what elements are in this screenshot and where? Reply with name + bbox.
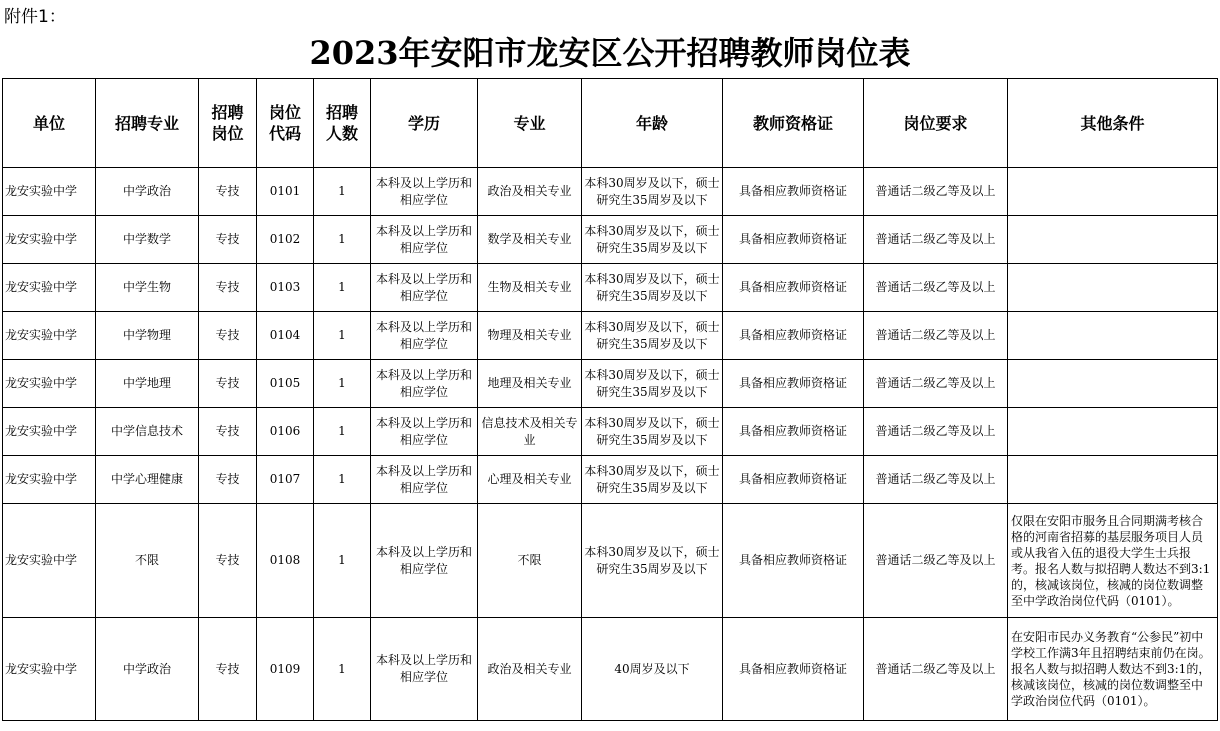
cell-unit: 龙安实验中学: [3, 264, 96, 312]
cell-unit: 龙安实验中学: [3, 360, 96, 408]
header-code-line2: 代码: [268, 124, 301, 143]
cell-code: 0109: [257, 618, 314, 721]
cell-code: 0104: [257, 312, 314, 360]
header-post-line1: 招聘: [211, 103, 244, 122]
cell-other: 仅限在安阳市服务且合同期满考核合格的河南省招募的基层服务项目人员或从我省入伍的退役大学生士兵报考。报名人数与拟招聘人数达不到3:1的，核减该岗位，核减的岗位数调整至中学政治岗位代码（0101）。: [1008, 504, 1218, 618]
cell-age: 本科30周岁及以下，硕士研究生35周岁及以下: [582, 360, 723, 408]
cell-post: 专技: [199, 216, 257, 264]
cell-unit: 龙安实验中学: [3, 216, 96, 264]
header-other: 其他条件: [1008, 79, 1218, 168]
cell-requirement: 普通话二级乙等及以上: [864, 456, 1008, 504]
cell-other: [1008, 216, 1218, 264]
cell-requirement: 普通话二级乙等及以上: [864, 312, 1008, 360]
cell-code: 0103: [257, 264, 314, 312]
cell-other: [1008, 408, 1218, 456]
cell-requirement: 普通话二级乙等及以上: [864, 168, 1008, 216]
cell-post: 专技: [199, 360, 257, 408]
cell-specialty: 心理及相关专业: [478, 456, 582, 504]
cell-unit: 龙安实验中学: [3, 504, 96, 618]
header-count: [314, 79, 371, 168]
cell-education: 本科及以上学历和相应学位: [371, 408, 478, 456]
cell-specialty: 信息技术及相关专业: [478, 408, 582, 456]
cell-major: 中学政治: [96, 168, 199, 216]
cell-unit: 龙安实验中学: [3, 408, 96, 456]
cell-specialty: 政治及相关专业: [478, 168, 582, 216]
table-row: [3, 216, 1218, 264]
cell-code: 0108: [257, 504, 314, 618]
header-specialty: 专业: [478, 79, 582, 168]
cell-certificate: 具备相应教师资格证: [723, 618, 864, 721]
cell-count: 1: [314, 216, 371, 264]
header-requirement: 岗位要求: [864, 79, 1008, 168]
cell-major: 中学政治: [96, 618, 199, 721]
cell-post: 专技: [199, 456, 257, 504]
header-certificate: 教师资格证: [723, 79, 864, 168]
cell-education: 本科及以上学历和相应学位: [371, 360, 478, 408]
cell-other: 在安阳市民办义务教育“公参民”初中学校工作满3年且招聘结束前仍在岗。报名人数与拟招聘人数达不到3:1的，核减该岗位，核减的岗位数调整至中学政治岗位代码（0101）。: [1008, 618, 1218, 721]
cell-education: 本科及以上学历和相应学位: [371, 312, 478, 360]
cell-count: 1: [314, 168, 371, 216]
cell-specialty: 数学及相关专业: [478, 216, 582, 264]
cell-certificate: 具备相应教师资格证: [723, 360, 864, 408]
cell-code: 0106: [257, 408, 314, 456]
cell-count: 1: [314, 264, 371, 312]
cell-age: 本科30周岁及以下，硕士研究生35周岁及以下: [582, 216, 723, 264]
cell-unit: 龙安实验中学: [3, 456, 96, 504]
header-major: 招聘专业: [96, 79, 199, 168]
cell-unit: 龙安实验中学: [3, 618, 96, 721]
cell-post: 专技: [199, 168, 257, 216]
cell-major: 不限: [96, 504, 199, 618]
cell-age: 本科30周岁及以下，硕士研究生35周岁及以下: [582, 456, 723, 504]
recruitment-table: [2, 78, 1218, 721]
cell-age: 本科30周岁及以下，硕士研究生35周岁及以下: [582, 168, 723, 216]
table-row: [3, 360, 1218, 408]
table-row: [3, 264, 1218, 312]
cell-major: 中学生物: [96, 264, 199, 312]
header-post-line2: 岗位: [211, 124, 244, 143]
cell-certificate: 具备相应教师资格证: [723, 408, 864, 456]
cell-code: 0105: [257, 360, 314, 408]
table-row: [3, 504, 1218, 618]
cell-other: [1008, 360, 1218, 408]
cell-major: 中学信息技术: [96, 408, 199, 456]
cell-major: 中学地理: [96, 360, 199, 408]
cell-age: 40周岁及以下: [582, 618, 723, 721]
header-count-line2: 人数: [325, 124, 358, 143]
cell-certificate: 具备相应教师资格证: [723, 264, 864, 312]
page-title: 2023年安阳市龙安区公开招聘教师岗位表: [309, 34, 911, 72]
cell-certificate: 具备相应教师资格证: [723, 504, 864, 618]
header-age: 年龄: [582, 79, 723, 168]
cell-post: 专技: [199, 264, 257, 312]
cell-requirement: 普通话二级乙等及以上: [864, 216, 1008, 264]
table-row: [3, 168, 1218, 216]
header-code-line1: 岗位: [268, 103, 301, 122]
cell-requirement: 普通话二级乙等及以上: [864, 618, 1008, 721]
cell-age: 本科30周岁及以下，硕士研究生35周岁及以下: [582, 312, 723, 360]
cell-major: 中学心理健康: [96, 456, 199, 504]
table-row: [3, 408, 1218, 456]
cell-count: 1: [314, 504, 371, 618]
cell-age: 本科30周岁及以下，硕士研究生35周岁及以下: [582, 264, 723, 312]
cell-requirement: 普通话二级乙等及以上: [864, 408, 1008, 456]
attachment-label: 附件1：: [4, 7, 66, 27]
cell-specialty: 物理及相关专业: [478, 312, 582, 360]
cell-major: 中学物理: [96, 312, 199, 360]
cell-requirement: 普通话二级乙等及以上: [864, 360, 1008, 408]
cell-other: [1008, 312, 1218, 360]
cell-education: 本科及以上学历和相应学位: [371, 456, 478, 504]
cell-certificate: 具备相应教师资格证: [723, 456, 864, 504]
cell-count: 1: [314, 408, 371, 456]
cell-certificate: 具备相应教师资格证: [723, 216, 864, 264]
cell-specialty: 地理及相关专业: [478, 360, 582, 408]
cell-age: 本科30周岁及以下，硕士研究生35周岁及以下: [582, 504, 723, 618]
cell-other: [1008, 264, 1218, 312]
cell-unit: 龙安实验中学: [3, 168, 96, 216]
cell-specialty: 不限: [478, 504, 582, 618]
cell-post: 专技: [199, 312, 257, 360]
cell-post: 专技: [199, 504, 257, 618]
cell-post: 专技: [199, 618, 257, 721]
cell-other: [1008, 168, 1218, 216]
cell-other: [1008, 456, 1218, 504]
cell-education: 本科及以上学历和相应学位: [371, 216, 478, 264]
cell-count: 1: [314, 312, 371, 360]
cell-code: 0107: [257, 456, 314, 504]
cell-count: 1: [314, 360, 371, 408]
cell-education: 本科及以上学历和相应学位: [371, 504, 478, 618]
cell-certificate: 具备相应教师资格证: [723, 168, 864, 216]
cell-specialty: 生物及相关专业: [478, 264, 582, 312]
cell-code: 0102: [257, 216, 314, 264]
cell-education: 本科及以上学历和相应学位: [371, 618, 478, 721]
cell-code: 0101: [257, 168, 314, 216]
cell-education: 本科及以上学历和相应学位: [371, 168, 478, 216]
header-count-line1: 招聘: [325, 103, 358, 122]
cell-requirement: 普通话二级乙等及以上: [864, 504, 1008, 618]
cell-education: 本科及以上学历和相应学位: [371, 264, 478, 312]
cell-requirement: 普通话二级乙等及以上: [864, 264, 1008, 312]
cell-specialty: 政治及相关专业: [478, 618, 582, 721]
cell-unit: 龙安实验中学: [3, 312, 96, 360]
header-education: 学历: [371, 79, 478, 168]
cell-age: 本科30周岁及以下，硕士研究生35周岁及以下: [582, 408, 723, 456]
cell-major: 中学数学: [96, 216, 199, 264]
header-row: [3, 79, 1218, 168]
table-row: [3, 456, 1218, 504]
table-row: [3, 618, 1218, 721]
cell-post: 专技: [199, 408, 257, 456]
cell-count: 1: [314, 618, 371, 721]
header-code: [257, 79, 314, 168]
header-post: [199, 79, 257, 168]
cell-certificate: 具备相应教师资格证: [723, 312, 864, 360]
table-row: [3, 312, 1218, 360]
cell-count: 1: [314, 456, 371, 504]
header-unit: 单位: [3, 79, 96, 168]
